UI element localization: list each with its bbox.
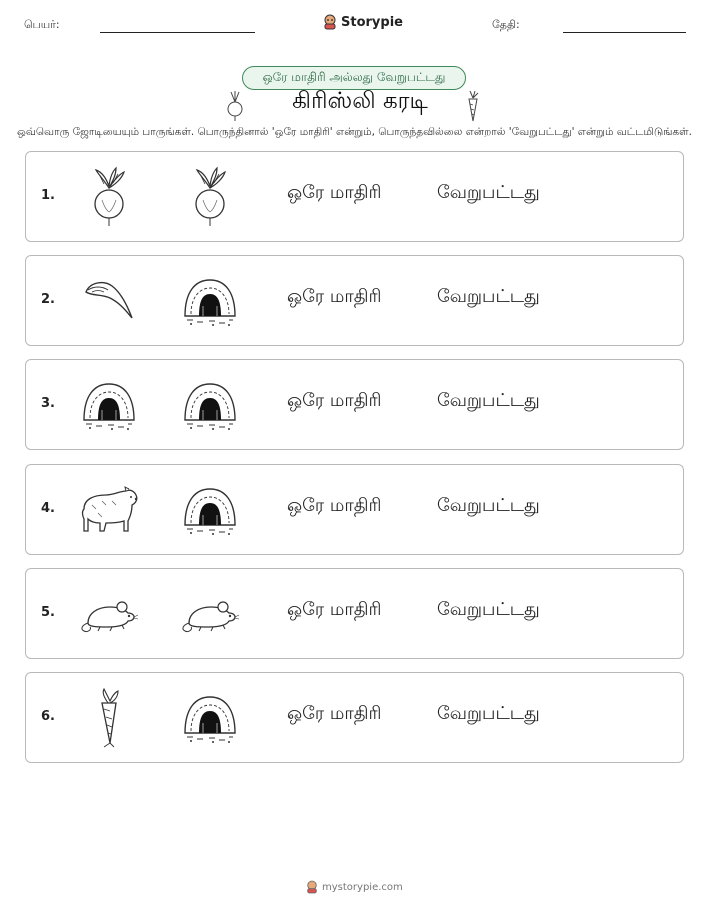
question-row [25, 255, 684, 346]
option-same[interactable]: ஒரே மாதிரி [287, 390, 382, 411]
cave-icon [179, 270, 241, 332]
storypie-mascot-icon [323, 14, 337, 30]
name-line[interactable] [100, 32, 255, 33]
bear-icon [78, 479, 140, 541]
question-row [25, 672, 684, 763]
cave-icon [78, 374, 140, 436]
question-row [25, 359, 684, 450]
option-different[interactable]: வேறுபட்டது [437, 703, 540, 724]
option-different[interactable]: வேறுபட்டது [437, 599, 540, 620]
question-number: 3. [41, 396, 55, 411]
option-different[interactable]: வேறுபட்டது [437, 182, 540, 203]
question-row [25, 464, 684, 555]
carrot-decoration-icon [462, 90, 484, 122]
brand-name: Storypie [341, 14, 403, 30]
option-different[interactable]: வேறுபட்டது [437, 286, 540, 307]
option-same[interactable]: ஒரே மாதிரி [287, 495, 382, 516]
question-number: 1. [41, 188, 55, 203]
option-same[interactable]: ஒரே மாதிரி [287, 703, 382, 724]
question-row [25, 568, 684, 659]
question-row [25, 151, 684, 242]
cave-icon [179, 687, 241, 749]
option-same[interactable]: ஒரே மாதிரி [287, 286, 382, 307]
cave-icon [179, 479, 241, 541]
option-different[interactable]: வேறுபட்டது [437, 495, 540, 516]
brand-logo [323, 14, 403, 30]
option-different[interactable]: வேறுபட்டது [437, 390, 540, 411]
carrot-icon [78, 687, 140, 749]
mouse-icon [78, 583, 140, 645]
question-number: 2. [41, 292, 55, 307]
beet-icon [179, 166, 241, 228]
beet-icon [78, 166, 140, 228]
date-line[interactable] [563, 32, 686, 33]
claw-icon [78, 270, 140, 332]
option-same[interactable]: ஒரே மாதிரி [287, 599, 382, 620]
storypie-footer-icon [306, 880, 318, 894]
instructions: ஒவ்வொரு ஜோடியையும் பாருங்கள். பொருந்தினால் 'ஒரே மாதிரி' என்றும், பொருந்தவில்லை என்றால் 'வேறுபட்டது' என்றும் வட்டமிடுங்கள். [17, 126, 692, 138]
date-label: தேதி: [492, 18, 520, 31]
question-number: 6. [41, 709, 55, 724]
cave-icon [179, 374, 241, 436]
question-number: 4. [41, 501, 55, 516]
activity-badge: ஒரே மாதிரி அல்லது வேறுபட்டது [242, 66, 466, 90]
question-number: 5. [41, 605, 55, 620]
footer [306, 880, 403, 894]
footer-url: mystorypie.com [322, 881, 403, 893]
name-label: பெயர்: [24, 18, 60, 31]
page-title: கிரிஸ்லி கரடி [292, 88, 428, 114]
option-same[interactable]: ஒரே மாதிரி [287, 182, 382, 203]
mouse-icon [179, 583, 241, 645]
